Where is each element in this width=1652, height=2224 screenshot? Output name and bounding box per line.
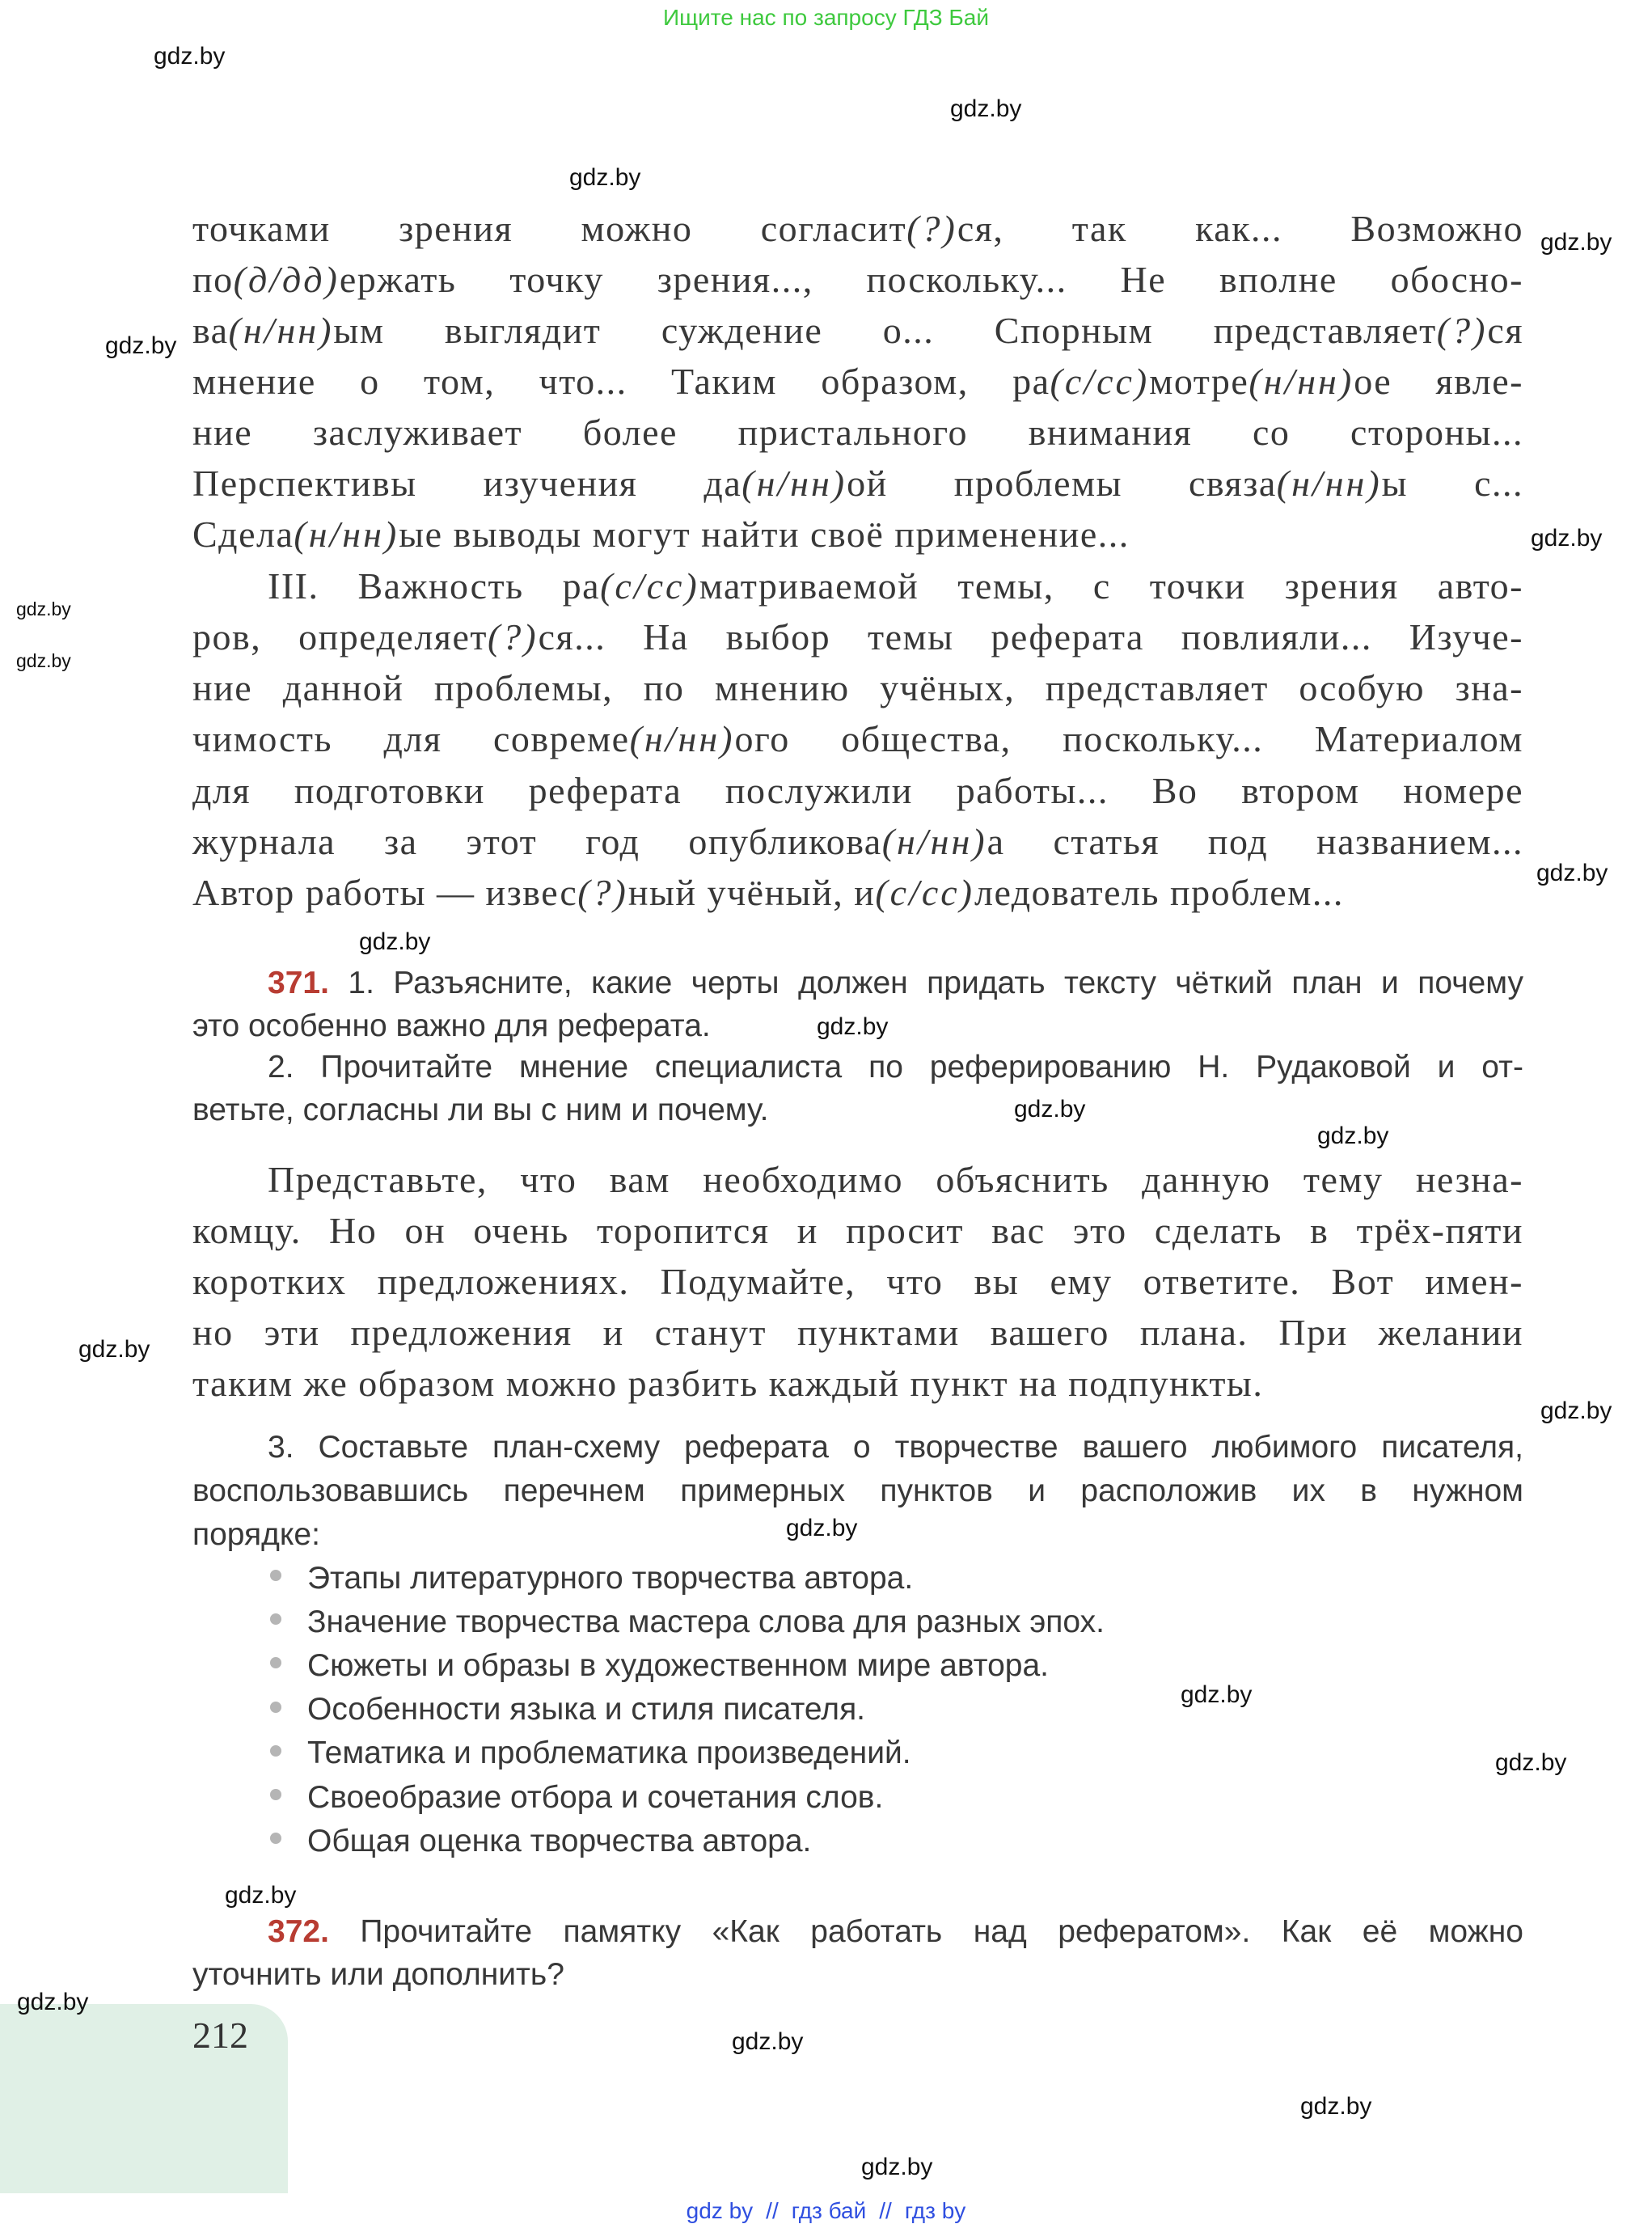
spelling-gap: (н/нн)	[741, 462, 847, 504]
text-segment: ым выглядит суждение о... Спорным представляет	[333, 309, 1437, 351]
text-segment: Прочитайте памятку «Как работать над рефератом». Как её можно	[328, 1913, 1523, 1949]
text-segment: ние заслуживает более пристального внимания со стороны...	[192, 411, 1523, 453]
watermark-text: gdz.by	[1531, 525, 1603, 552]
text-segment: ой проблемы связа	[847, 462, 1277, 504]
watermark-text: gdz.by	[861, 2154, 933, 2180]
bullet-list-item	[307, 1600, 1105, 1643]
bullet-list-item	[307, 1776, 883, 1819]
text-segment: таким же образом можно разбить каждый пункт на подпункты.	[192, 1362, 1264, 1404]
text-segment: журнала за этот год опубликова	[192, 821, 882, 862]
watermark-text: gdz.by	[1536, 860, 1608, 886]
text-segment: Перспективы изучения да	[192, 462, 742, 504]
text-segment: Тематика и проблематика произведений.	[307, 1736, 911, 1771]
watermark-text: gdz.by	[1495, 1749, 1567, 1776]
bullet-icon	[270, 1833, 281, 1844]
text-line	[192, 1089, 768, 1131]
text-line	[192, 1256, 1523, 1307]
text-segment: Особенности языка и стиля писателя.	[307, 1692, 866, 1727]
bullet-icon	[270, 1613, 281, 1625]
bullet-icon	[270, 1702, 281, 1713]
footer-link-gdz-by-cyr[interactable]: гдз by	[904, 2198, 966, 2223]
bullet-list-item	[307, 1644, 1049, 1687]
footer-link-gdz-by[interactable]: gdz by	[686, 2198, 754, 2223]
bullet-list-item	[307, 1731, 911, 1774]
watermark-text: gdz.by	[950, 95, 1022, 122]
text-line	[268, 560, 1523, 611]
text-segment: 2. Прочитайте мнение специалиста по реферированию Н. Рудаковой и от-	[268, 1049, 1523, 1085]
footer-links	[0, 2198, 1652, 2224]
bullet-list-item	[307, 1688, 865, 1731]
text-segment: мотре	[1149, 360, 1249, 402]
spelling-gap: (?)	[487, 615, 539, 657]
bullet-icon	[270, 1657, 281, 1668]
spelling-gap: (н/нн)	[881, 821, 987, 862]
text-segment: комцу. Но он очень торопится и просит вас это сделать в трёх-пяти	[192, 1209, 1523, 1251]
text-line	[268, 1046, 1523, 1089]
spelling-gap: (д/дд)	[233, 258, 340, 300]
watermark-text: gdz.by	[154, 43, 226, 70]
text-line	[192, 1205, 1523, 1256]
watermark-text: gdz.by	[1300, 2093, 1372, 2120]
text-line	[268, 1154, 1523, 1205]
text-segment: мнение о том, что... Таким образом, ра	[192, 360, 1050, 402]
watermark-text: gdz.by	[569, 164, 641, 191]
watermark-text: gdz.by	[1014, 1096, 1086, 1123]
text-segment: коротких предложениях. Подумайте, что вы ему ответите. Вот имен-	[192, 1260, 1523, 1302]
watermark-text: gdz.by	[359, 928, 431, 955]
text-line	[192, 662, 1523, 713]
spelling-gap: (н/нн)	[294, 513, 399, 555]
watermark-text: gdz.by	[78, 1336, 150, 1363]
text-line	[192, 1358, 1263, 1409]
text-line	[192, 356, 1523, 407]
watermark-text: gdz.by	[1540, 229, 1612, 256]
spelling-gap: (н/нн)	[629, 718, 735, 760]
text-segment: ние данной проблемы, по мнению учёных, представляет особую зна-	[192, 667, 1523, 709]
watermark-text: gdz.by	[16, 598, 71, 619]
watermark-text: gdz.by	[1181, 1681, 1253, 1708]
text-segment: ы с...	[1381, 462, 1523, 504]
watermark-text: gdz.by	[732, 2028, 804, 2055]
text-segment: Автор работы — извес	[192, 872, 578, 914]
text-segment: Этапы литературного творчества автора.	[307, 1560, 914, 1596]
text-line	[192, 509, 1130, 560]
text-line	[192, 816, 1523, 867]
text-segment: уточнить или дополнить?	[192, 1956, 564, 1992]
spelling-gap: (?)	[1436, 309, 1488, 351]
text-line	[192, 407, 1523, 458]
text-segment: ые выводы могут найти своё применение...	[399, 513, 1130, 555]
text-segment: это особенно важно для реферата.	[192, 1008, 711, 1043]
spelling-gap: (с/сс)	[1050, 360, 1150, 402]
text-segment: Сюжеты и образы в художественном мире автора.	[307, 1647, 1050, 1683]
spelling-gap: (?)	[577, 872, 628, 914]
text-segment: по	[192, 258, 234, 300]
bullet-list-item	[307, 1557, 913, 1600]
text-segment: Своеобразие отбора и сочетания слов.	[307, 1779, 884, 1815]
text-line	[192, 1469, 1523, 1512]
text-line	[192, 713, 1523, 764]
text-line	[192, 867, 1344, 918]
spelling-gap: (с/сс)	[600, 564, 699, 607]
text-segment: ный учёный, и	[627, 872, 876, 914]
text-segment: матриваемой темы, с точки зрения авто-	[699, 564, 1524, 607]
watermark-text: gdz.by	[1317, 1123, 1389, 1149]
text-line	[192, 305, 1523, 356]
watermark-text: gdz.by	[16, 650, 71, 671]
text-segment: чимость для совреме	[192, 718, 630, 760]
page-number: 212	[192, 2015, 248, 2056]
text-segment: ого общества, поскольку... Материалом	[734, 718, 1524, 760]
text-segment: ветьте, согласны ли вы с ним и почему.	[192, 1092, 769, 1127]
text-segment: ва	[192, 309, 229, 351]
text-segment: ся	[1487, 309, 1523, 351]
search-hint-link[interactable]: Ищите нас по запросу ГДЗ Бай	[662, 5, 990, 30]
footer-separator: //	[766, 2198, 779, 2223]
text-segment: Сдела	[192, 513, 294, 555]
watermark-text: gdz.by	[225, 1882, 297, 1909]
spelling-gap: (н/нн)	[228, 309, 334, 351]
spelling-gap: (?)	[906, 207, 957, 249]
text-line	[268, 962, 1523, 1004]
spelling-gap: (н/нн)	[1276, 462, 1382, 504]
watermark-text: gdz.by	[17, 1989, 89, 2015]
text-line	[268, 1426, 1523, 1469]
text-segment: точками зрения можно согласит	[192, 207, 907, 249]
watermark-text: gdz.by	[817, 1013, 889, 1040]
exercise-number: 371.	[268, 965, 329, 1000]
text-line	[192, 611, 1523, 662]
bullet-list-item	[307, 1820, 811, 1862]
watermark-text: gdz.by	[105, 332, 177, 359]
watermark-text: gdz.by	[786, 1515, 858, 1541]
text-line	[192, 458, 1523, 509]
text-segment: ся, так как... Возможно	[957, 207, 1523, 249]
bullet-icon	[270, 1570, 281, 1581]
text-line	[192, 203, 1523, 254]
text-segment: ров, определяет	[192, 615, 488, 657]
text-segment: для подготовки реферата послужили работы... Во втором номере	[192, 769, 1523, 811]
text-segment: а статья под названием...	[987, 821, 1523, 862]
footer-link-gdz-bai[interactable]: гдз бай	[791, 2198, 867, 2223]
spelling-gap: (н/нн)	[1249, 360, 1354, 402]
text-line	[192, 1004, 711, 1047]
text-segment: Значение творчества мастера слова для разных эпох.	[307, 1604, 1105, 1639]
footer-separator: //	[879, 2198, 892, 2223]
text-segment: III. Важность ра	[268, 564, 601, 607]
text-line	[192, 1513, 320, 1556]
text-segment: Общая оценка творчества автора.	[307, 1823, 812, 1858]
text-segment: ся... На выбор темы реферата повлияли... Изуче-	[538, 615, 1523, 657]
text-line	[192, 1307, 1523, 1358]
watermark-text: gdz.by	[1540, 1397, 1612, 1424]
bullet-icon	[270, 1745, 281, 1757]
text-segment: воспользовавшись перечнем примерных пунктов и расположив их в нужном	[192, 1473, 1523, 1508]
text-segment: 1. Разъясните, какие черты должен придать тексту чёткий план и почему	[328, 965, 1523, 1000]
text-segment: но эти предложения и станут пунктами вашего плана. При желании	[192, 1311, 1523, 1353]
text-segment: порядке:	[192, 1516, 320, 1552]
text-line	[268, 1910, 1523, 1953]
text-line	[192, 254, 1523, 305]
text-line	[192, 765, 1523, 816]
text-segment: ледователь проблем...	[974, 872, 1344, 914]
spelling-gap: (с/сс)	[875, 872, 974, 914]
text-segment: 3. Составьте план-схему реферата о творчестве вашего любимого писателя,	[268, 1429, 1523, 1465]
text-segment: Представьте, что вам необходимо объяснить данную тему незна-	[268, 1158, 1523, 1200]
bullet-icon	[270, 1789, 281, 1800]
text-segment: ержать точку зрения..., поскольку... Не вполне обосно-	[339, 258, 1523, 300]
text-line	[192, 1953, 564, 1996]
exercise-number: 372.	[268, 1913, 329, 1949]
text-segment: ое явле-	[1354, 360, 1523, 402]
